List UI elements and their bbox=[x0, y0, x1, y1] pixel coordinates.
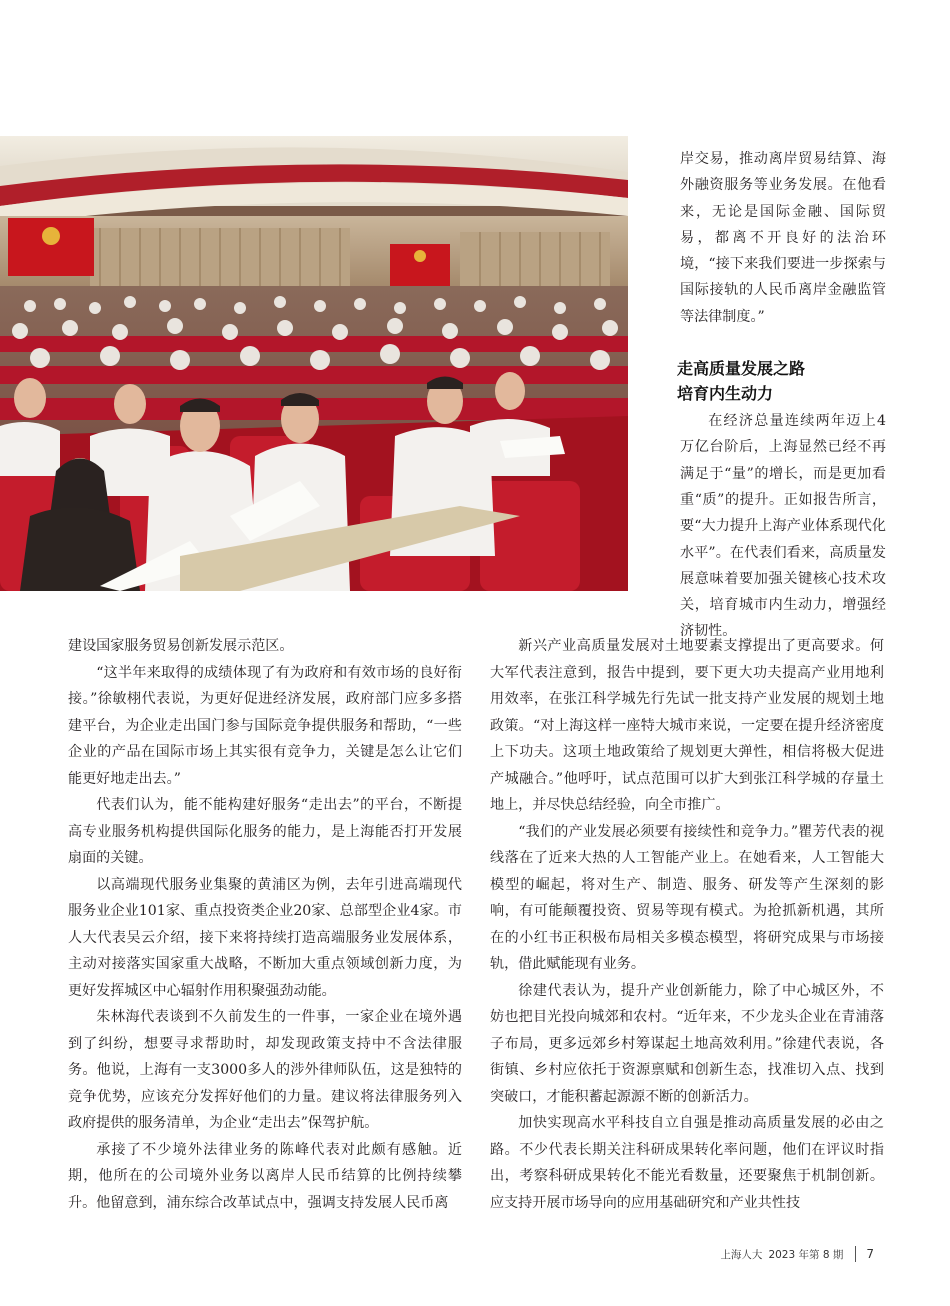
page-number: 7 bbox=[866, 1247, 874, 1261]
paragraph: “我们的产业发展必须要有接续性和竞争力。”瞿芳代表的视线落在了近来大热的人工智能产业上。在她看来，人工智能大模型的崛起，将对生产、制造、服务、研发等产生深刻的影响，有可能颠覆投资、贸易等现有模式。为抢抓新机遇，其所在的小红书正积极布局相关多模态模型，将研究成果与市场接轨，借此赋能现有业务。 bbox=[490, 823, 884, 972]
right-top-column bbox=[677, 146, 886, 645]
page-footer bbox=[720, 1246, 874, 1262]
right-column bbox=[490, 633, 884, 1216]
section-heading-line2: 培育内生动力 bbox=[677, 384, 774, 404]
left-column bbox=[68, 633, 462, 1216]
paragraph: 在经济总量连续两年迈上4万亿台阶后，上海显然已经不再满足于“量”的增长，而是更加看重“质”的提升。正如报告所言，要“大力提升上海产业体系现代化水平”。在代表们看来，高质量发展意味着要加强关键核心技术攻关，培育城市内生动力，增强经济韧性。 bbox=[680, 413, 886, 640]
section-heading-line1: 走高质量发展之路 bbox=[677, 359, 806, 379]
paragraph: 新兴产业高质量发展对土地要素支撑提出了更高要求。何大军代表注意到，报告中提到，要下更大功夫提高产业用地利用效率，在张江科学城先行先试一批支持产业发展的规划土地政策。“对上海这样一座特大城市来说，一定要在提升经济密度上下功夫。这项土地政策给了规划更大弹性，相信将极大促进产城融合。”他呼吁，试点范围可以扩大到张江科学城的存量土地上，并尽快总结经验，向全市推广。 bbox=[490, 638, 884, 813]
paragraph: 建设国家服务贸易创新发展示范区。 bbox=[68, 638, 294, 654]
conference-photo bbox=[0, 136, 628, 591]
banner-right bbox=[390, 244, 450, 286]
paragraph: 岸交易，推动离岸贸易结算、海外融资服务等业务发展。在他看来，无论是国际金融、国际贸易，都离不开良好的法治环境，“接下来我们要进一步探索与国际接轨的人民币离岸金融监管等法律制度。” bbox=[680, 151, 886, 325]
paragraph: 徐建代表认为，提升产业创新能力，除了中心城区外，不妨也把目光投向城郊和农村。“近年来，不少龙头企业在青浦落子布局，更多远郊乡村筹谋起土地高效利用。”徐建代表说，各街镇、乡村应依托于资源禀赋和创新生态，找准切入点、找到突破口，才能积蓄起源源不断的创新活力。 bbox=[490, 982, 884, 1105]
footer-divider bbox=[855, 1246, 856, 1262]
banner-left bbox=[8, 218, 94, 276]
issue-label: 2023 年第 8 期 bbox=[768, 1248, 844, 1261]
paragraph: 承接了不少境外法律业务的陈峰代表对此颇有感触。近期，他所在的公司境外业务以离岸人民币结算的比例持续攀升。他留意到，浦东综合改革试点中，强调支持发展人民币离 bbox=[68, 1141, 462, 1211]
paragraph: “这半年来取得的成绩体现了有为政府和有效市场的良好衔接。”徐敏栩代表说，为更好促进经济发展，政府部门应多多搭建平台，为企业走出国门参与国际竞争提供服务和帮助，“一些企业的产品在国际市场上其实很有竞争力，关键是怎么让它们能更好地走出去。” bbox=[68, 664, 462, 787]
paragraph: 以高端现代服务业集聚的黄浦区为例，去年引进高端现代服务业企业101家、重点投资类企业20家、总部型企业4家。市人大代表吴云介绍，接下来将持续打造高端服务业发展体系，主动对接落实国家重大战略，不断加大重点领域创新力度，为更好发挥城区中心辐射作用积聚强劲动能。 bbox=[68, 876, 462, 999]
paragraph: 加快实现高水平科技自立自强是推动高质量发展的必由之路。不少代表长期关注科研成果转化率问题，他们在评议时指出，考察科研成果转化不能光看数量，还要聚焦于机制创新。应支持开展市场导向的应用基础研究和产业共性技 bbox=[490, 1115, 884, 1211]
section-heading bbox=[677, 356, 886, 406]
paragraph: 朱林海代表谈到不久前发生的一件事，一家企业在境外遇到了纠纷，想要寻求帮助时，却发现政策支持中不含法律服务。他说，上海有一支3000多人的涉外律师队伍，这是独特的竞争优势，应该充分发挥好他们的力量。建议将法律服务列入政府提供的服务清单，为企业“走出去”保驾护航。 bbox=[68, 1009, 462, 1131]
paragraph: 代表们认为，能不能构建好服务“走出去”的平台，不断提高专业服务机构提供国际化服务的能力，是上海能否打开发展扇面的关键。 bbox=[68, 797, 462, 866]
magazine-name: 上海人大 bbox=[720, 1248, 763, 1261]
